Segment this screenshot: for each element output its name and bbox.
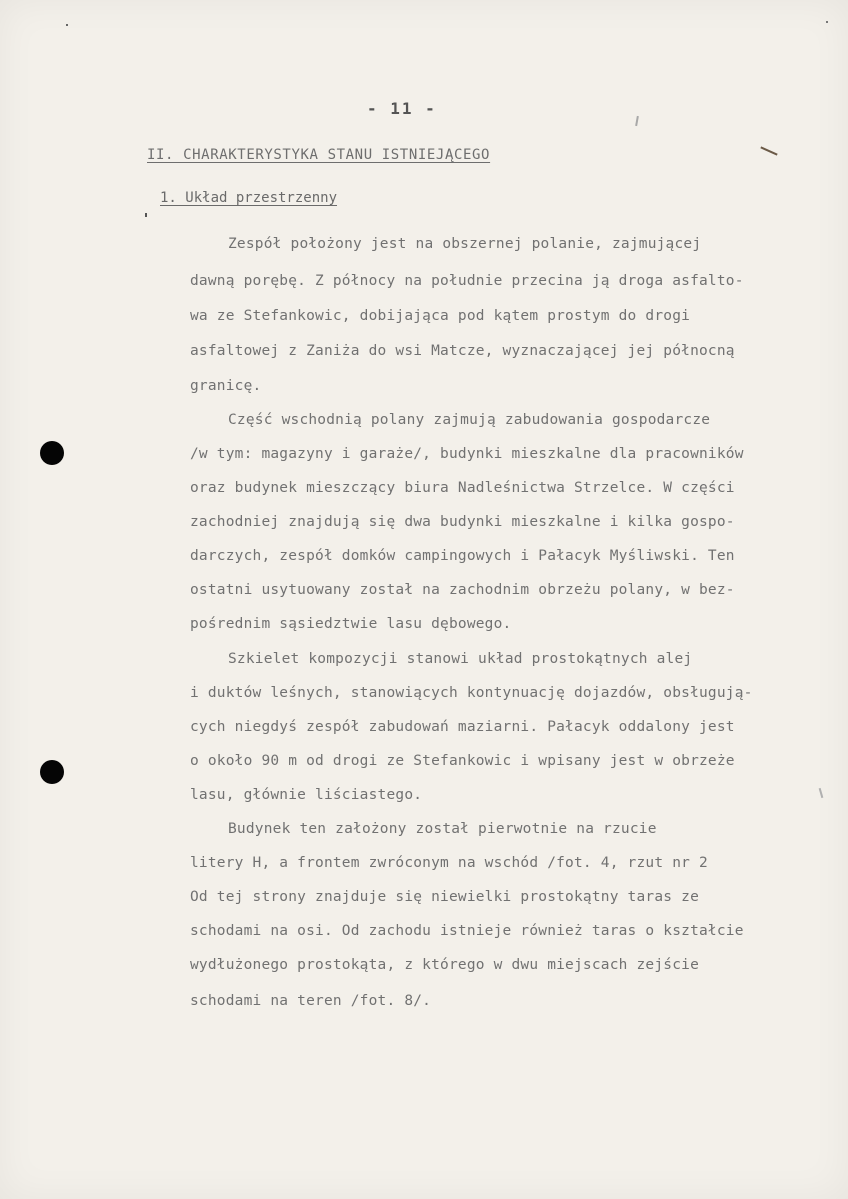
pencil-mark-top — [760, 146, 777, 155]
text-line-5: granicę. — [190, 378, 262, 394]
text-line-22: wydłużonego prostokąta, z którego w dwu miejscach zejście — [190, 957, 699, 973]
text-line-9: zachodniej znajdują się dwa budynki mieszkalne i kilka gospo- — [190, 514, 735, 530]
section-title-text: II. CHARAKTERYSTYKA STANU ISTNIEJĄCEGO — [147, 147, 491, 163]
subsection-title-text: 1. Układ przestrzenny — [160, 190, 338, 206]
text-line-6: Część wschodnią polany zajmują zabudowania gospodarcze — [228, 412, 711, 428]
text-line-13: Szkielet kompozycji stanowi układ prostokątnych alej — [228, 651, 693, 667]
section-title — [147, 147, 490, 163]
punch-hole-top — [40, 441, 64, 465]
dot-left-margin — [145, 213, 147, 217]
text-line-7: /w tym: magazyny i garaże/, budynki mieszkalne dla pracowników — [190, 446, 744, 462]
text-line-11: ostatni usytuowany został na zachodnim obrzeżu polany, w bez- — [190, 582, 735, 598]
text-line-4: asfaltowej z Zaniża do wsi Matcze, wyznaczającej jej północną — [190, 343, 735, 359]
text-line-16: o około 90 m od drogi ze Stefankowic i wpisany jest w obrzeże — [190, 753, 735, 769]
pencil-mark-right — [819, 788, 824, 798]
text-line-14: i duktów leśnych, stanowiących kontynuację dojazdów, obsługują- — [190, 685, 753, 701]
dot-top-right — [826, 21, 828, 23]
text-line-12: pośrednim sąsiedztwie lasu dębowego. — [190, 616, 512, 632]
text-line-2: dawną porębę. Z północy na południe przecina ją droga asfalto- — [190, 273, 744, 289]
text-line-21: schodami na osi. Od zachodu istnieje również taras o kształcie — [190, 923, 744, 939]
text-line-23: schodami na teren /fot. 8/. — [190, 993, 432, 1009]
text-line-15: cych niegdyś zespół zabudowań maziarni. Pałacyk oddalony jest — [190, 719, 735, 735]
subsection-title — [160, 190, 337, 206]
punch-hole-bottom — [40, 760, 64, 784]
text-line-18: Budynek ten założony został pierwotnie na rzucie — [228, 821, 657, 837]
text-line-10: darczych, zespół domków campingowych i Pałacyk Myśliwski. Ten — [190, 548, 735, 564]
page-number: - 11 - — [367, 99, 437, 118]
dot-top-left — [66, 24, 68, 26]
text-line-20: Od tej strony znajduje się niewielki prostokątny taras ze — [190, 889, 699, 905]
text-line-8: oraz budynek mieszczący biura Nadleśnictwa Strzelce. W części — [190, 480, 735, 496]
text-line-19: litery H, a frontem zwróconym na wschód /fot. 4, rzut nr 2 — [190, 855, 708, 871]
text-line-3: wa ze Stefankowic, dobijająca pod kątem prostym do drogi — [190, 308, 691, 324]
text-line-17: lasu, głównie liściastego. — [190, 787, 423, 803]
text-line-1: Zespół położony jest na obszernej polanie, zajmującej — [228, 236, 702, 252]
pencil-mark-small — [635, 116, 639, 126]
